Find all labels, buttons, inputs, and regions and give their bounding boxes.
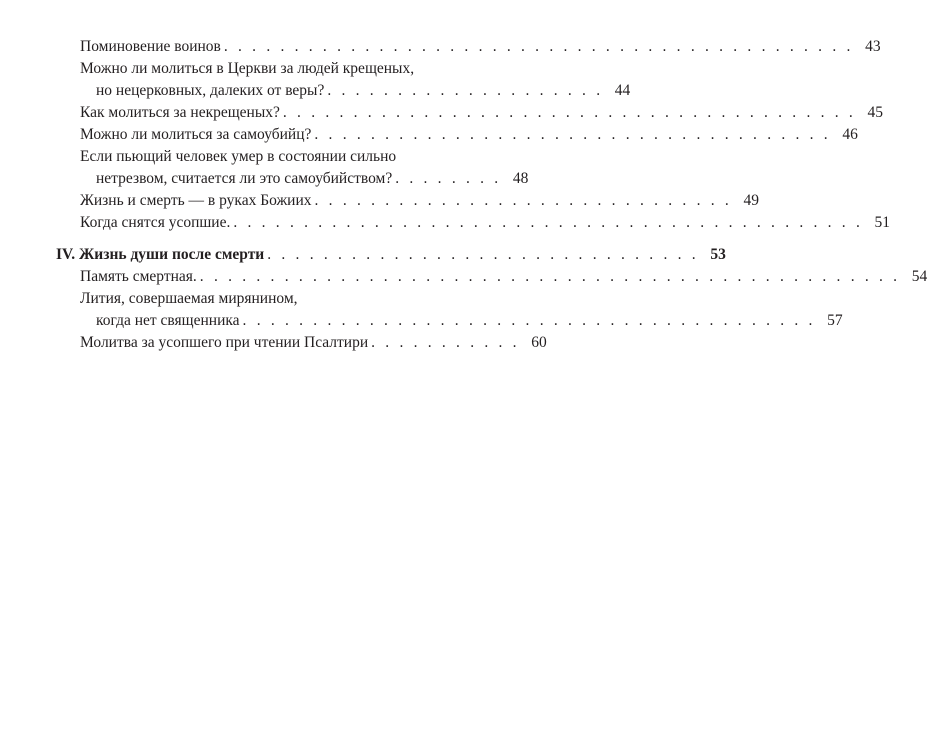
toc-entry bbox=[80, 102, 883, 124]
toc-entry-title: Если пьющий человек умер в состоянии сильно bbox=[80, 148, 397, 165]
toc-entry-title: Память смертная. bbox=[80, 268, 197, 285]
toc-page-number: 44 bbox=[614, 82, 631, 99]
toc-page-number: 53 bbox=[710, 246, 726, 263]
toc-page-number: 46 bbox=[842, 126, 858, 143]
toc-entry-title: Как молиться за некрещеных? bbox=[80, 104, 280, 121]
dot-leader: . . . . . . . . . . . . . . . . . . . . . . . . . . . . . . . . . . . . . . . . . bbox=[282, 104, 856, 121]
toc-entry-title: Можно ли молиться в Церкви за людей крещеных, bbox=[80, 60, 415, 77]
toc-entry-title: Жизнь и смерть — в руках Божиих bbox=[80, 192, 312, 209]
toc-entry bbox=[80, 288, 470, 310]
toc-entry bbox=[80, 266, 927, 288]
toc-entry bbox=[80, 332, 547, 354]
toc-entry bbox=[80, 190, 759, 212]
toc-entry bbox=[80, 36, 881, 58]
dot-leader: . . . . . . . . bbox=[395, 170, 502, 187]
toc-entry-title-cont: но нецерковных, далеких от веры? bbox=[96, 82, 325, 99]
toc-chapter-heading bbox=[56, 244, 726, 266]
toc-entry-title: Лития, совершаемая мирянином, bbox=[80, 290, 298, 307]
toc-page-number: 60 bbox=[531, 334, 547, 351]
dot-leader: . . . . . . . . . . . . . . . . . . . . bbox=[327, 82, 604, 99]
toc-entry-title-cont: когда нет священника bbox=[96, 312, 240, 329]
toc-entry-continuation bbox=[96, 310, 843, 332]
toc-entry-continuation bbox=[96, 168, 529, 190]
toc-page-number: 49 bbox=[743, 192, 759, 209]
dot-leader: . . . . . . . . . . . . . . . . . . . . . . . . . . . . . . . bbox=[267, 246, 699, 263]
toc-entry-continuation bbox=[96, 80, 631, 102]
toc-entry-title-cont: нетрезвом, считается ли это самоубийством? bbox=[96, 170, 393, 187]
toc-entry bbox=[80, 124, 858, 146]
toc-entry-title: Когда снятся усопшие. bbox=[80, 214, 231, 231]
dot-leader: . . . . . . . . . . . bbox=[371, 334, 520, 351]
toc-page-number: 51 bbox=[874, 214, 891, 231]
dot-leader: . . . . . . . . . . . . . . . . . . . . . . . . . . . . . . . . . . . . . . . . . bbox=[242, 312, 816, 329]
toc-entry bbox=[80, 58, 470, 80]
toc-entry bbox=[80, 146, 470, 168]
toc-entry-title: Можно ли молиться за самоубийц? bbox=[80, 126, 312, 143]
dot-leader: . . . . . . . . . . . . . . . . . . . . . . . . . . . . . . . . . . . . . . . . . . . . . bbox=[223, 38, 854, 55]
toc-entry-title: Молитва за усопшего при чтении Псалтири bbox=[80, 334, 369, 351]
toc-page-number: 54 bbox=[911, 268, 927, 285]
dot-leader: . . . . . . . . . . . . . . . . . . . . . . . . . . . . . . . . . . . . . . . . . . . . . bbox=[233, 214, 864, 231]
toc-page-number: 48 bbox=[512, 170, 529, 187]
chapter-title: IV. Жизнь души после смерти bbox=[56, 246, 265, 263]
toc-page-number: 57 bbox=[827, 312, 843, 329]
toc-page-number: 43 bbox=[865, 38, 881, 55]
dot-leader: . . . . . . . . . . . . . . . . . . . . . . . . . . . . . . . . . . . . . . . . . . . . . . . . . . bbox=[199, 268, 901, 285]
toc-entry bbox=[80, 212, 891, 234]
toc-entry-title: Поминовение воинов bbox=[80, 38, 221, 55]
dot-leader: . . . . . . . . . . . . . . . . . . . . . . . . . . . . . . . . . . . . . bbox=[314, 126, 831, 143]
dot-leader: . . . . . . . . . . . . . . . . . . . . . . . . . . . . . . bbox=[314, 192, 732, 209]
toc-page-number: 45 bbox=[867, 104, 883, 121]
